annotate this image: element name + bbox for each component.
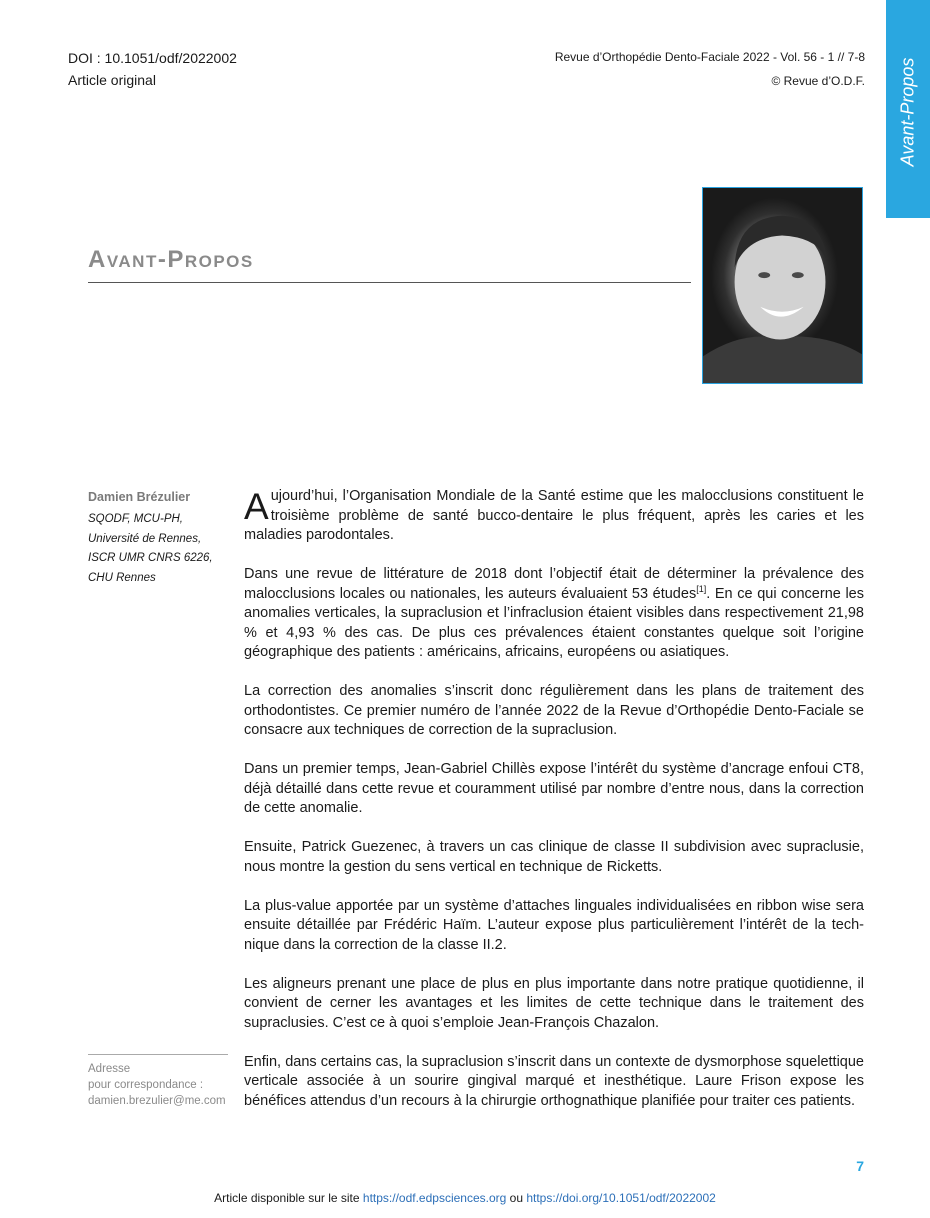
side-tab-label: Avant-Propos — [897, 57, 918, 167]
doi-link[interactable]: https://doi.org/10.1051/odf/2022002 — [526, 1191, 716, 1205]
article-type: Article original — [68, 72, 156, 88]
correspondence-line: pour correspondance : — [88, 1079, 204, 1091]
article-body — [244, 487, 864, 1131]
paragraph — [244, 565, 864, 663]
paragraph-text: . En ce qui concerne les anomalies verticales, la supraclusion et l’infraclusion étaient visibles dans respectivement 21,98 % et 4,93 % des cas. De plus ces prévalences étaient constantes quelque soit l’origine géographique des patients : américains, africains, européens ou asiatiques. — [244, 585, 864, 660]
citation-ref[interactable]: [1] — [696, 583, 707, 594]
paragraph-text: ujourd’hui, l’Organisation Mondiale de la Santé estime que les malocclusions constituent le troisième problème de santé bucco-dentaire le plus fréquent, après les caries et les maladies parodontales. — [244, 488, 864, 543]
drop-cap: A — [244, 486, 269, 527]
paragraph-text: Dans une revue de littérature de 2018 dont l’objectif était de déterminer la prévalence des malocclusions locales ou nationales, les auteurs évaluaient 53 études — [244, 566, 864, 602]
doi-text: DOI : 10.1051/odf/2022002 — [68, 50, 237, 66]
paragraph: Ensuite, Patrick Guezenec, à travers un cas clinique de classe II subdivision avec supraclusie, nous montre la gestion du sens vertical en technique de Ricketts. — [244, 839, 864, 875]
site-link[interactable]: https://odf.edpsciences.org — [362, 1191, 507, 1205]
paragraph: La plus-value apportée par un système d’attaches linguales individualisées en ribbon wise sera ensuite détaillée par Frédéric Haïm. L’auteur expose plus particulièrement l’intérêt de la technique dans la correction de la classe II.2. — [244, 897, 864, 953]
affiliation-line: SQODF, MCU-PH, — [88, 513, 183, 525]
paragraph: Enfin, dans certains cas, la supraclusion s’inscrit dans un contexte de dysmorphose squelettique verticale associée à un sourire gingival marqué et inesthétique. Laure Frison expose les bénéfices attendus d’un recours à la chirurgie orthognathique planifiée pour traiter ces patients. — [244, 1053, 864, 1109]
paragraph — [244, 487, 864, 546]
copyright: © Revue d’O.D.F. — [771, 74, 865, 88]
title-divider — [88, 282, 691, 283]
affiliation-line: Université de Rennes, — [88, 532, 202, 545]
journal-reference: Revue d’Orthopédie Dento-Faciale 2022 - Vol. 56 - 1 // 7-8 — [554, 50, 865, 64]
section-side-tab — [886, 0, 930, 218]
footer-middle: ou — [506, 1191, 527, 1205]
correspondence-line: Adresse — [88, 1063, 131, 1075]
portrait-illustration — [703, 188, 862, 383]
paragraph: Les aligneurs prenant une place de plus en plus importante dans notre pratique quotidienne, il convient de cerner les avantages et les limites de cette technique dans le traitement des supraclusies. C’est ce à quoi s’emploie Jean-François Chazalon. — [244, 975, 864, 1031]
paragraph: La correction des anomalies s’inscrit donc régulièrement dans les plans de traitement des orthodontistes. Ce premier numéro de l’année 2022 de la Revue d’Orthopédie Dento-Faciale se consacre aux techniques de correction de la supraclusion. — [244, 683, 864, 738]
author-affiliation — [88, 510, 213, 588]
paragraph: Dans un premier temps, Jean-Gabriel Chillès expose l’intérêt du système d’ancrage enfoui CT8, déjà détaillé dans cette revue et couramment utilisé par nombre d’entre nous, dans la correction de cette anomalie. — [244, 761, 864, 816]
correspondence-divider — [88, 1054, 228, 1055]
author-photo — [702, 187, 863, 384]
correspondence-email[interactable]: damien.brezulier@me.com — [88, 1095, 226, 1107]
page-title: Avant-Propos — [88, 246, 254, 273]
affiliation-line: CHU Rennes — [88, 571, 156, 584]
page-number: 7 — [856, 1158, 864, 1174]
footer-prefix: Article disponible sur le site — [214, 1191, 363, 1205]
footer — [0, 1191, 930, 1205]
correspondence-address — [88, 1061, 226, 1109]
affiliation-line: ISCR UMR CNRS 6226, — [88, 552, 213, 564]
author-name: Damien Brézulier — [88, 490, 191, 504]
